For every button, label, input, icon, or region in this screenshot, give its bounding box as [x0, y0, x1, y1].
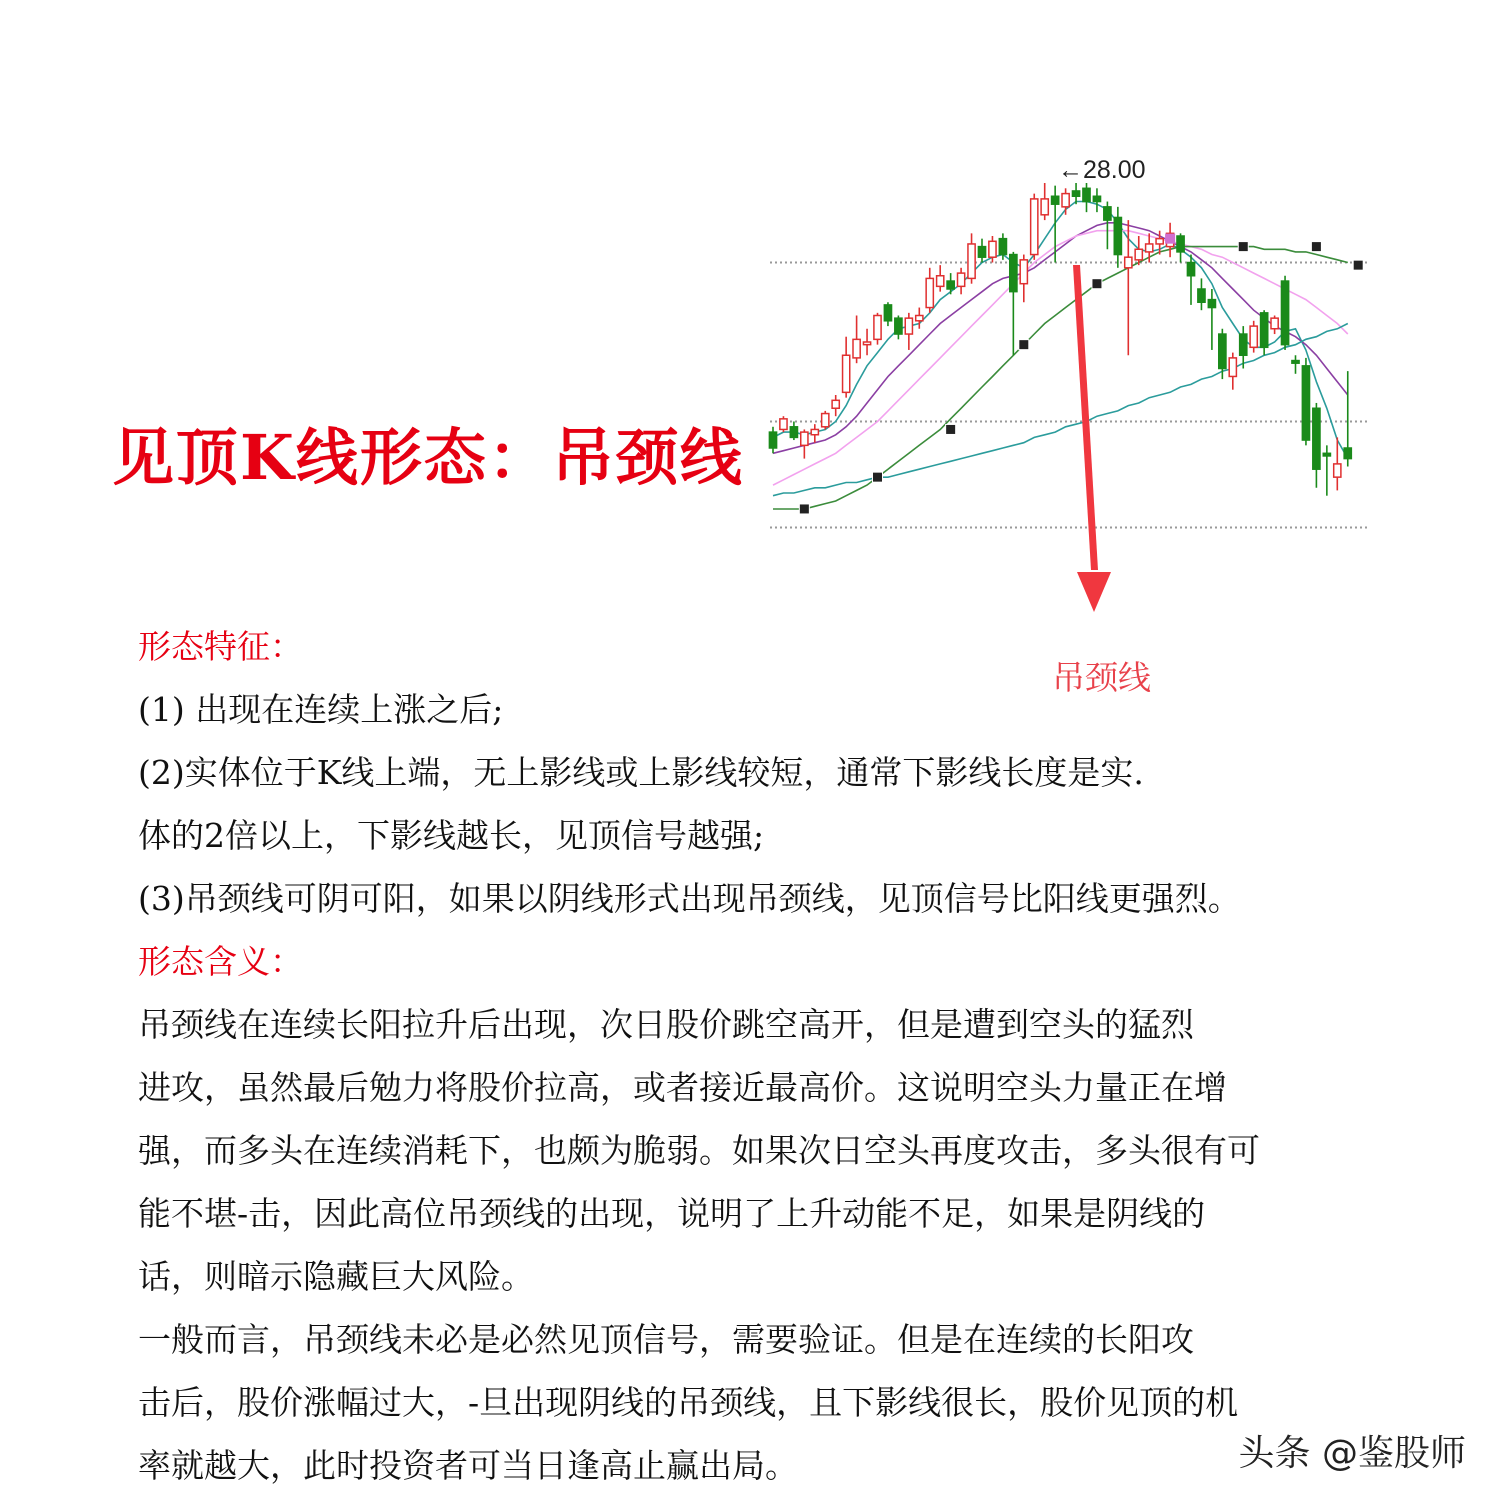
- candle-body: [1156, 239, 1163, 244]
- candle-body: [1240, 334, 1247, 355]
- candle: [978, 239, 985, 263]
- text-line: 吊颈线在连续长阳拉升后出现，次日股价跳空高开，但是遭到空头的猛烈: [138, 1005, 1194, 1044]
- text-line: 能不堪-击，因此高位吊颈线的出现，说明了上升动能不足，如果是阴线的: [138, 1194, 1206, 1233]
- text-line: 击后，股价涨幅过大，-旦出现阴线的吊颈线，且下影线很长，股价见顶的机: [138, 1383, 1239, 1422]
- candle-body: [1083, 188, 1090, 201]
- text-line: (3)吊颈线可阴可阳，如果以阴线形式出现吊颈线，见顶信号比阳线更强烈。: [138, 879, 1241, 918]
- candle-body: [780, 419, 787, 430]
- candle-body: [1177, 236, 1184, 252]
- candle-body: [1250, 326, 1257, 347]
- candle-body: [790, 427, 797, 438]
- candle-body: [1041, 199, 1048, 215]
- candle: [1031, 194, 1038, 260]
- text-line: 一般而言，吊颈线未必是必然见顶信号，需要验证。但是在连续的长阳攻: [138, 1320, 1194, 1359]
- candle-body: [989, 241, 996, 257]
- candle-body: [1010, 255, 1017, 292]
- candle-body: [1020, 260, 1027, 284]
- candlestick-chart: [0, 0, 1500, 700]
- annotation-arrow-head: [1077, 572, 1111, 612]
- candle: [1292, 355, 1299, 374]
- candle-body: [874, 316, 881, 340]
- candle: [874, 313, 881, 345]
- candle: [1219, 329, 1226, 379]
- candle-body: [999, 239, 1006, 255]
- candle: [1114, 207, 1121, 268]
- candle: [832, 395, 839, 416]
- candle-body: [1271, 318, 1278, 329]
- candle-body: [1093, 196, 1100, 201]
- text-line: 体的2倍以上，下影线越长，见顶信号越强;: [138, 816, 765, 855]
- candle-body: [1125, 257, 1132, 268]
- candle-body: [968, 244, 975, 278]
- candle: [863, 329, 870, 356]
- text-line: 强，而多头在连续消耗下，也颇为脆弱。如果次日空头再度攻击，多头很有可: [138, 1131, 1260, 1170]
- candle-body: [1072, 191, 1079, 196]
- candle-body: [926, 278, 933, 307]
- candle: [937, 265, 944, 292]
- candle: [780, 416, 787, 432]
- candle-body: [1198, 289, 1205, 302]
- candle-body: [1146, 244, 1153, 252]
- candle-body: [1187, 263, 1194, 276]
- candle: [1062, 188, 1069, 215]
- candle-body: [1261, 313, 1268, 347]
- candle-body: [832, 400, 839, 408]
- candle: [790, 422, 797, 441]
- candle: [769, 427, 776, 454]
- description-text: [138, 622, 1438, 1504]
- candle: [1281, 276, 1288, 350]
- text-line: 进攻，虽然最后勉力将股价拉高，或者接近最高价。这说明空头力量正在增: [138, 1068, 1227, 1107]
- ma-cross-marker: [799, 504, 809, 514]
- candle: [1104, 202, 1111, 250]
- section-heading: 形态特征：: [138, 627, 303, 666]
- candle-body: [853, 339, 860, 358]
- candle: [1010, 252, 1017, 355]
- candle: [958, 268, 965, 295]
- highlight-marker: [1165, 234, 1175, 244]
- candle: [1229, 353, 1236, 390]
- candle: [1187, 255, 1194, 305]
- ma-cross-marker: [946, 424, 956, 434]
- candle-body: [1062, 194, 1069, 207]
- watermark: 头条 @鉴股师: [1238, 1433, 1466, 1474]
- candle-body: [958, 273, 965, 286]
- candle-body: [863, 342, 870, 345]
- page-title: 见顶K线形态：吊颈线: [112, 421, 744, 494]
- candle: [1020, 255, 1027, 303]
- candle: [801, 429, 808, 458]
- peak-price-label: ←28.00: [1058, 156, 1146, 184]
- candle: [895, 316, 902, 340]
- candle: [811, 424, 818, 443]
- candle: [1208, 289, 1215, 350]
- candle: [1198, 278, 1205, 310]
- candle-body: [1208, 300, 1215, 308]
- candle-body: [801, 432, 808, 445]
- candle: [1261, 310, 1268, 355]
- ma-cross-marker: [1092, 279, 1102, 289]
- candle: [1313, 403, 1320, 488]
- candle-body: [1334, 464, 1341, 477]
- ma-cross-marker: [1238, 242, 1248, 252]
- candle-body: [1229, 358, 1236, 377]
- ma-cross-marker: [873, 472, 883, 482]
- candle-body: [895, 318, 902, 334]
- candle-body: [1302, 366, 1309, 440]
- candle: [822, 411, 829, 430]
- chart-annotation-label: 吊颈线: [1052, 658, 1151, 697]
- candle-body: [769, 432, 776, 448]
- candle: [1250, 321, 1257, 353]
- candle-body: [1052, 196, 1059, 204]
- text-line: (1) 出现在连续上涨之后;: [138, 690, 504, 729]
- candle: [1041, 183, 1048, 220]
- candle: [916, 308, 923, 329]
- candle: [1344, 371, 1351, 466]
- candle-body: [1313, 408, 1320, 469]
- candle: [926, 268, 933, 313]
- candle-body: [1292, 361, 1299, 364]
- candle: [1083, 183, 1090, 212]
- candle: [947, 273, 954, 294]
- candle: [1302, 358, 1309, 445]
- ma-cross-marker: [1353, 260, 1363, 270]
- ma-cross-marker: [1311, 242, 1321, 252]
- candle: [1271, 316, 1278, 335]
- candle: [968, 233, 975, 283]
- candle-body: [1281, 281, 1288, 345]
- candle-body: [947, 281, 954, 289]
- candle-body: [905, 318, 912, 334]
- candle-body: [822, 414, 829, 427]
- candle-body: [1135, 249, 1142, 260]
- section-heading: 形态含义：: [138, 942, 303, 981]
- candle-body: [916, 316, 923, 321]
- candle-body: [843, 355, 850, 392]
- candle-body: [1104, 207, 1111, 220]
- candle-body: [884, 305, 891, 321]
- ma-cross-marker: [1019, 340, 1029, 350]
- candle: [1323, 445, 1330, 495]
- candle-body: [1031, 199, 1038, 255]
- candle-body: [978, 247, 985, 258]
- text-line: 话，则暗示隐藏巨大风险。: [138, 1257, 534, 1296]
- candle-body: [1344, 448, 1351, 459]
- candle-body: [811, 429, 818, 434]
- text-line: 率就越大，此时投资者可当日逢高止赢出局。: [138, 1446, 798, 1485]
- candle: [1177, 233, 1184, 262]
- candle: [843, 337, 850, 398]
- candle: [853, 316, 860, 364]
- candle-body: [1323, 453, 1330, 456]
- candle-body: [1219, 334, 1226, 368]
- ma-line-ma30: [773, 247, 1348, 509]
- candle-body: [1114, 217, 1121, 254]
- candle-body: [937, 276, 944, 287]
- candle: [905, 313, 912, 350]
- text-line: (2)实体位于K线上端，无上影线或上影线较短，通常下影线长度是实.: [138, 753, 1144, 792]
- candle: [884, 302, 891, 326]
- candle: [1093, 188, 1100, 212]
